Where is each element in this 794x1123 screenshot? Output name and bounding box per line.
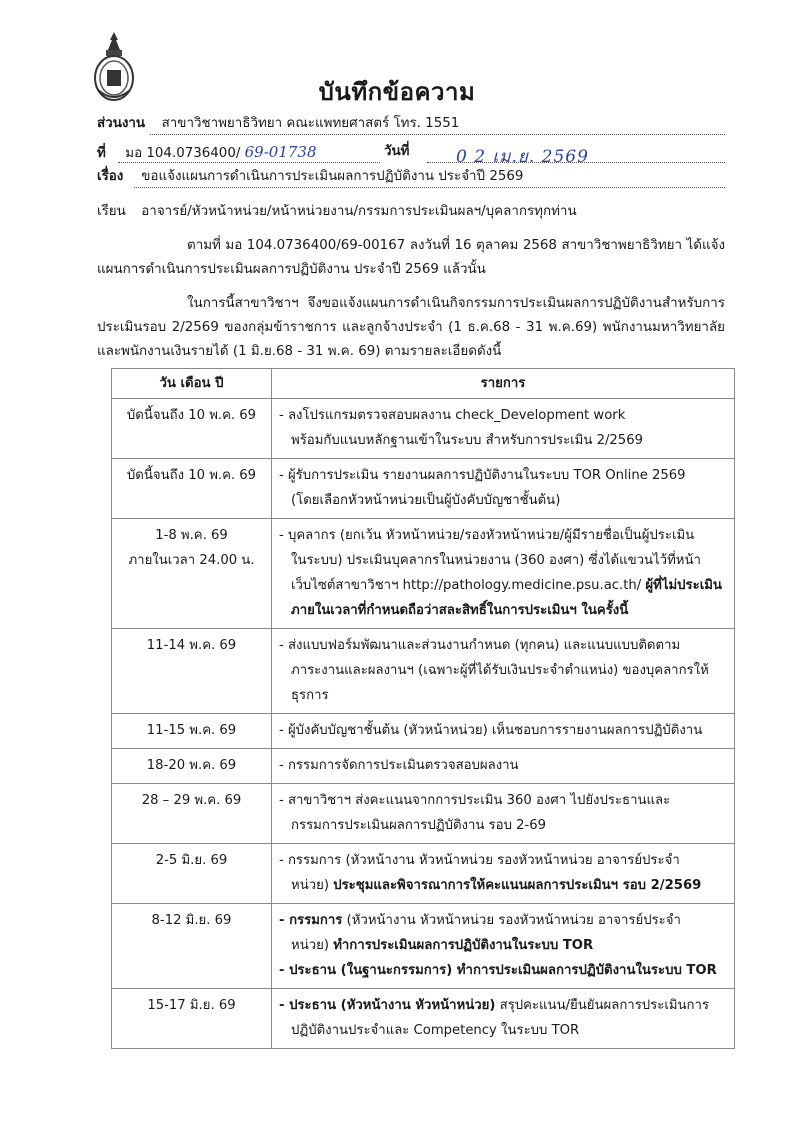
to-line [97, 201, 722, 223]
row-date: 11-15 พ.ค. 69 [112, 714, 272, 749]
paragraph-2 [97, 292, 725, 364]
subject-line [97, 166, 722, 188]
table-row [112, 519, 735, 629]
item-text: (หัวหน้างาน หัวหน้าหน่วย รองหัวหน้าหน่วย อาจารย์ประจำ [346, 913, 681, 928]
item-line: - ลงโปรแกรมตรวจสอบผลงาน check_Development work [279, 408, 626, 423]
dotted-line [427, 162, 725, 163]
table-header-row [112, 369, 735, 399]
item-text: เว็บไซต์สาขาวิชาฯ http://pathology.medicine.psu.ac.th/ [291, 578, 642, 593]
dept-line [97, 113, 722, 135]
item-text: สรุปคะแนน/ยืนยันผลการประเมินการ [499, 998, 710, 1013]
dotted-line [134, 187, 725, 188]
item-line: ธุรการ [291, 688, 329, 703]
item-line: - กรรมการ (หัวหน้างาน หัวหน้าหน่วย รองหัวหน้าหน่วย อาจารย์ประจำ [279, 853, 680, 868]
row-date-line: ภายในเวลา 24.00 น. [128, 553, 255, 568]
item-line: - ผู้รับการประเมิน รายงานผลการปฏิบัติงานในระบบ TOR Online 2569 [279, 468, 686, 483]
row-item [272, 459, 735, 519]
paragraph-1 [97, 234, 725, 282]
item-line: กรรมการประเมินผลการปฏิบัติงาน รอบ 2-69 [291, 818, 547, 833]
row-date: บัดนี้จนถึง 10 พ.ค. 69 [112, 399, 272, 459]
col-header-item: รายการ [272, 369, 735, 399]
dotted-line [118, 162, 380, 163]
table-row [112, 749, 735, 784]
row-item [272, 629, 735, 714]
item-text-bold: ทำการประเมินผลการปฏิบัติงานในระบบ TOR [333, 938, 594, 953]
item-text-bold: ผู้ที่ไม่ประเมิน [645, 578, 722, 593]
paragraph-1-text: ตามที่ มอ 104.0736400/69-00167 ลงวันที่ 16 ตุลาคม 2568 สาขาวิชาพยาธิวิทยา ได้แจ้งแผนการดำเนินการประเมินผลการปฏิบัติงาน ประจำปี 2569 แล้วนั้น [97, 238, 725, 277]
item-line: - ส่งแบบฟอร์มพัฒนาและส่วนงานกำหนด (ทุกคน) และแนบแบบติดตาม [279, 638, 681, 653]
item-text-bold: - กรรมการ [279, 913, 343, 928]
row-date: 15-17 มิ.ย. 69 [112, 989, 272, 1049]
date-line [384, 141, 410, 163]
paragraph-2-text: ในการนี้สาขาวิชาฯ จึงขอแจ้งแผนการดำเนินกิจกรรมการประเมินผลการปฏิบัติงานสำหรับการประเมินรอบ 2/2569 ของกลุ่มข้าราชการ และลูกจ้างประจำ (1 ธ.ค.68 - 31 พ.ค.69) พนักงานมหาวิทยาลัย และพนักงานเงินรายได้ (1 มิ.ย.68 - 31 พ.ค. 69) ตามรายละเอียดดังนี้ [97, 296, 725, 359]
row-date: 2-5 มิ.ย. 69 [112, 844, 272, 904]
dept-value: สาขาวิชาพยาธิวิทยา คณะแพทยศาสตร์ โทร. 1551 [161, 116, 460, 131]
ref-value: มอ 104.0736400/ [125, 146, 241, 161]
item-text-bold: - ประธาน (หัวหน้างาน หัวหน้าหน่วย) [279, 998, 496, 1013]
memo-title: บันทึกข้อความ [318, 78, 476, 106]
item-line [279, 993, 728, 1018]
ref-label: ที่ [97, 146, 106, 161]
row-item [272, 749, 735, 784]
subject-value: ขอแจ้งแผนการดำเนินการประเมินผลการปฏิบัติงาน ประจำปี 2569 [141, 169, 524, 184]
dotted-line [150, 134, 725, 135]
item-text: หน่วย) [291, 938, 329, 953]
row-item [272, 844, 735, 904]
row-item [272, 904, 735, 989]
item-line [279, 908, 728, 933]
item-line: ในระบบ) ประเมินบุคลากรในหน่วยงาน (360 องศา) ซึ่งได้แขวนไว้ที่หน้า [291, 553, 701, 568]
date-handwritten: 0 2 เม.ย. 2569 [456, 147, 589, 167]
item-line: พร้อมกับแนบหลักฐานเข้าในระบบ สำหรับการประเมิน 2/2569 [291, 433, 643, 448]
item-line-bold: - ประธาน (ในฐานะกรรมการ) ทำการประเมินผลการปฏิบัติงานในระบบ TOR [279, 963, 717, 978]
row-date [112, 519, 272, 629]
row-date-line: 1-8 พ.ค. 69 [155, 528, 228, 543]
item-line: ปฏิบัติงานประจำและ Competency ในระบบ TOR [291, 1023, 580, 1038]
item-line [279, 873, 728, 898]
table-row [112, 714, 735, 749]
row-item [272, 519, 735, 629]
item-line [279, 573, 728, 598]
item-line [279, 933, 728, 958]
to-value: อาจารย์/หัวหน้าหน่วย/หน้าหน่วยงาน/กรรมการประเมินผลฯ/บุคลากรทุกท่าน [141, 204, 577, 219]
item-line: ภาระงานและผลงานฯ (เฉพาะผู้ที่ได้รับเงินประจำตำแหน่ง) ของบุคลากรให้ [291, 663, 709, 678]
table-row [112, 989, 735, 1049]
item-line: - บุคลากร (ยกเว้น หัวหน้าหน่วย/รองหัวหน้าหน่วย/ผู้มีรายชื่อเป็นผู้ประเมิน [279, 528, 695, 543]
table-row [112, 784, 735, 844]
item-line: - ผู้บังคับบัญชาชั้นต้น (หัวหน้าหน่วย) เห็นชอบการรายงานผลการปฏิบัติงาน [279, 723, 703, 738]
row-date: 11-14 พ.ค. 69 [112, 629, 272, 714]
item-line: - สาขาวิชาฯ ส่งคะแนนจากการประเมิน 360 องศา ไปยังประธานและ [279, 793, 671, 808]
table-row [112, 459, 735, 519]
col-header-date: วัน เดือน ปี [112, 369, 272, 399]
subject-label: เรื่อง [97, 169, 124, 184]
item-line: - กรรมการจัดการประเมินตรวจสอบผลงาน [279, 758, 519, 773]
row-date: 18-20 พ.ค. 69 [112, 749, 272, 784]
dept-label: ส่วนงาน [97, 116, 146, 131]
row-item [272, 714, 735, 749]
row-date: บัดนี้จนถึง 10 พ.ค. 69 [112, 459, 272, 519]
item-text-bold: ประชุมและพิจารณาการให้คะแนนผลการประเมินฯ รอบ 2/2569 [333, 878, 702, 893]
table-row [112, 844, 735, 904]
row-item [272, 784, 735, 844]
row-date: 28 – 29 พ.ค. 69 [112, 784, 272, 844]
table-row [112, 399, 735, 459]
table-row [112, 629, 735, 714]
row-item [272, 989, 735, 1049]
item-line: (โดยเลือกหัวหน้าหน่วยเป็นผู้บังคับบัญชาชั้นต้น) [291, 493, 561, 508]
ref-handwritten: 69-01738 [244, 143, 317, 161]
schedule-table [111, 368, 735, 1049]
to-label: เรียน [97, 204, 126, 219]
table-row [112, 904, 735, 989]
row-item [272, 399, 735, 459]
date-label: วันที่ [384, 144, 410, 159]
row-date: 8-12 มิ.ย. 69 [112, 904, 272, 989]
item-text: หน่วย) [291, 878, 329, 893]
item-line-bold: ภายในเวลาที่กำหนดถือว่าสละสิทธิ์ในการประเมินฯ ในครั้งนี้ [291, 603, 629, 618]
